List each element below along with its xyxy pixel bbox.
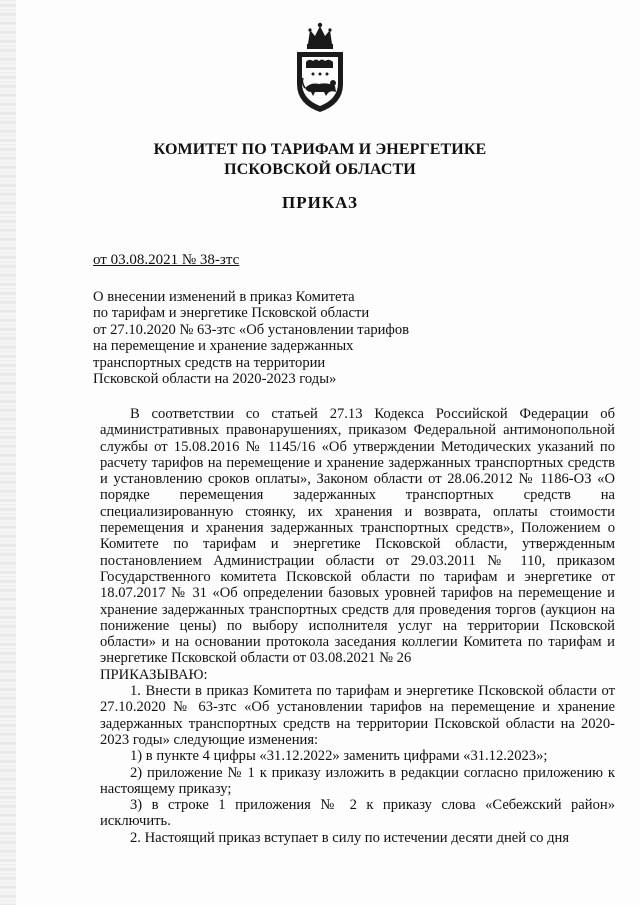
order-subitem-1: 1) в пункте 4 цифры «31.12.2022» заменить цифрами «31.12.2023»;: [130, 748, 548, 765]
preamble-paragraph: В соответствии со статьей 27.13 Кодекса Российской Федерации об административных правонарушениях, приказом Федеральной антимонопольной службы от 15.08.2016 № 1145/16 «Об утверждении Методических указаний по расчету тарифов на перемещение и хранение задержанных транспортных средств и установлению сроков оплаты», Законом области от 28.06.2012 № 1186-ОЗ «О порядке перемещения задержанных транспортных средств на специализированную стоянку, их хранения и возврата, оплаты стоимости перемещения и хранения задержанных транспортных средств», Положением о Комитете по тарифам и энергетике Псковской области, утвержденным постановлением Администрации области от 29.03.2011 № 110, приказом Государственного комитета Псковской области по тарифам и энергетике от 18.07.2017 № 31 «Об определении базовых уровней тарифов на перемещение и хранение задержанных транспортных средств для проведения торгов (аукцион на понижение цены) по выбору исполнителя услуг на территории Псковской области» и на основании протокола заседания коллегии Комитета по тарифам и энергетике Псковской области от 03.08.2021 № 26: [100, 406, 615, 667]
order-word: ПРИКАЗЫВАЮ:: [100, 666, 208, 683]
subject-line: транспортных средств на территории: [93, 354, 326, 371]
subject-line: Псковской области на 2020-2023 годы»: [93, 371, 337, 388]
order-subitem-2: 2) приложение № 1 к приказу изложить в редакции согласно приложению к настоящему приказу;: [100, 764, 615, 797]
organization-name-line-2: ПСКОВСКОЙ ОБЛАСТИ: [224, 161, 416, 178]
subject-line: на перемещение и хранение задержанных: [93, 338, 354, 355]
subject-line: от 27.10.2020 № 63-зтс «Об установлении тарифов: [93, 321, 410, 338]
order-item-1: 1. Внести в приказ Комитета по тарифам и энергетике Псковской области от 27.10.2020 № 63-зтс «Об установлении тарифов на перемещение и хранение задержанных транспортных средств на территории Псковской области на 2020-2023 годы» следующие изменения:: [100, 683, 615, 748]
document-type-title: ПРИКАЗ: [282, 193, 358, 212]
order-body: [100, 406, 615, 846]
order-subitem-3: 3) в строке 1 приложения № 2 к приказу слова «Себежский район» исключить.: [100, 797, 615, 830]
scan-edge-artifact: [0, 0, 16, 905]
order-date-number: от 03.08.2021 № 38-зтс: [93, 252, 240, 268]
organization-name: [0, 140, 640, 180]
order-item-2: 2. Настоящий приказ вступает в силу по истечении десяти дней со дня: [130, 829, 570, 846]
organization-name-line-1: КОМИТЕТ ПО ТАРИФАМ И ЭНЕРГЕТИКЕ: [153, 141, 487, 158]
pskov-coat-of-arms-icon: [293, 22, 347, 114]
subject-line: по тарифам и энергетике Псковской области: [93, 305, 370, 322]
order-subject: [93, 289, 453, 387]
subject-line: О внесении изменений в приказ Комитета: [93, 289, 355, 305]
